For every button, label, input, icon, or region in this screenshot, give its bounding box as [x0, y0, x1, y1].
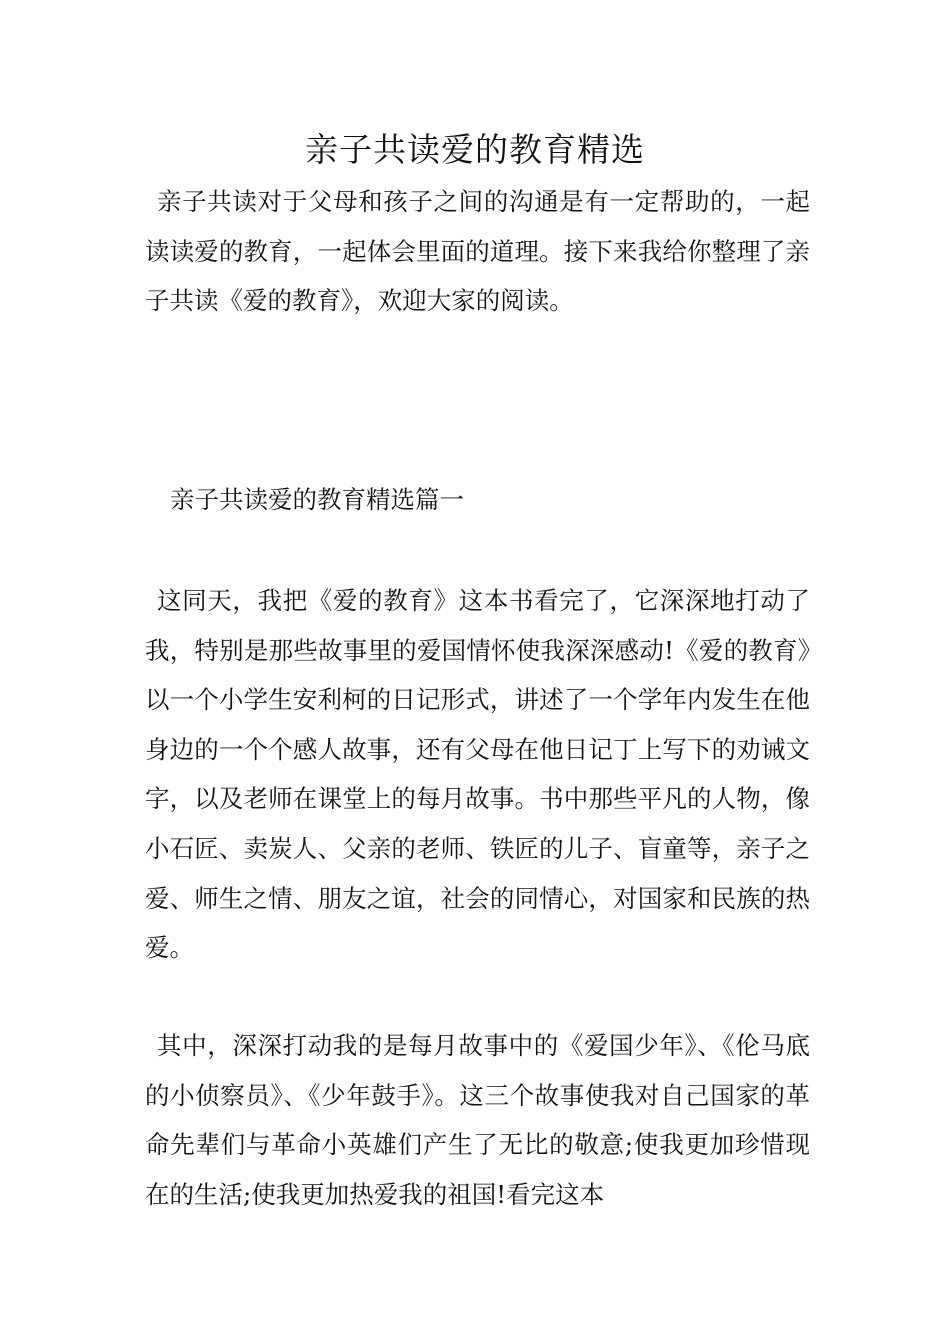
body-paragraph-1: 这同天，我把《爱的教育》这本书看完了，它深深地打动了我，特别是那些故事里的爱国情怀使我深深感动!《爱的教育》以一个小学生安利柯的日记形式，讲述了一个学年内发生在他身边的一个个感人故事，还有父母在他日记丁上写下的劝诫文字，以及老师在课堂上的每月故事。书中那些平凡的人物，像小石匠、卖炭人、父亲的老师、铁匠的儿子、盲童等，亲子之爱、师生之情、朋友之谊，社会的同情心，对国家和民族的热爱。: [145, 586, 810, 963]
body-paragraph-2: 其中，深深打动我的是每月故事中的《爱国少年》、《伦马底的小侦察员》、《少年鼓手》。这三个故事使我对自己国家的革命先辈们与革命小英雄们产生了无比的敬意;使我更加珍惜现在的生活;使我更加热爱我的祖国!看完这本: [145, 1031, 810, 1209]
document-title: 亲子共读爱的教育精选: [305, 130, 645, 169]
intro-paragraph: 亲子共读对于父母和孩子之间的沟通是有一定帮助的，一起读读爱的教育，一起体会里面的道理。接下来我给你整理了亲子共读《爱的教育》，欢迎大家的阅读。: [145, 187, 810, 316]
section-heading: 亲子共读爱的教育精选篇一: [170, 485, 464, 514]
